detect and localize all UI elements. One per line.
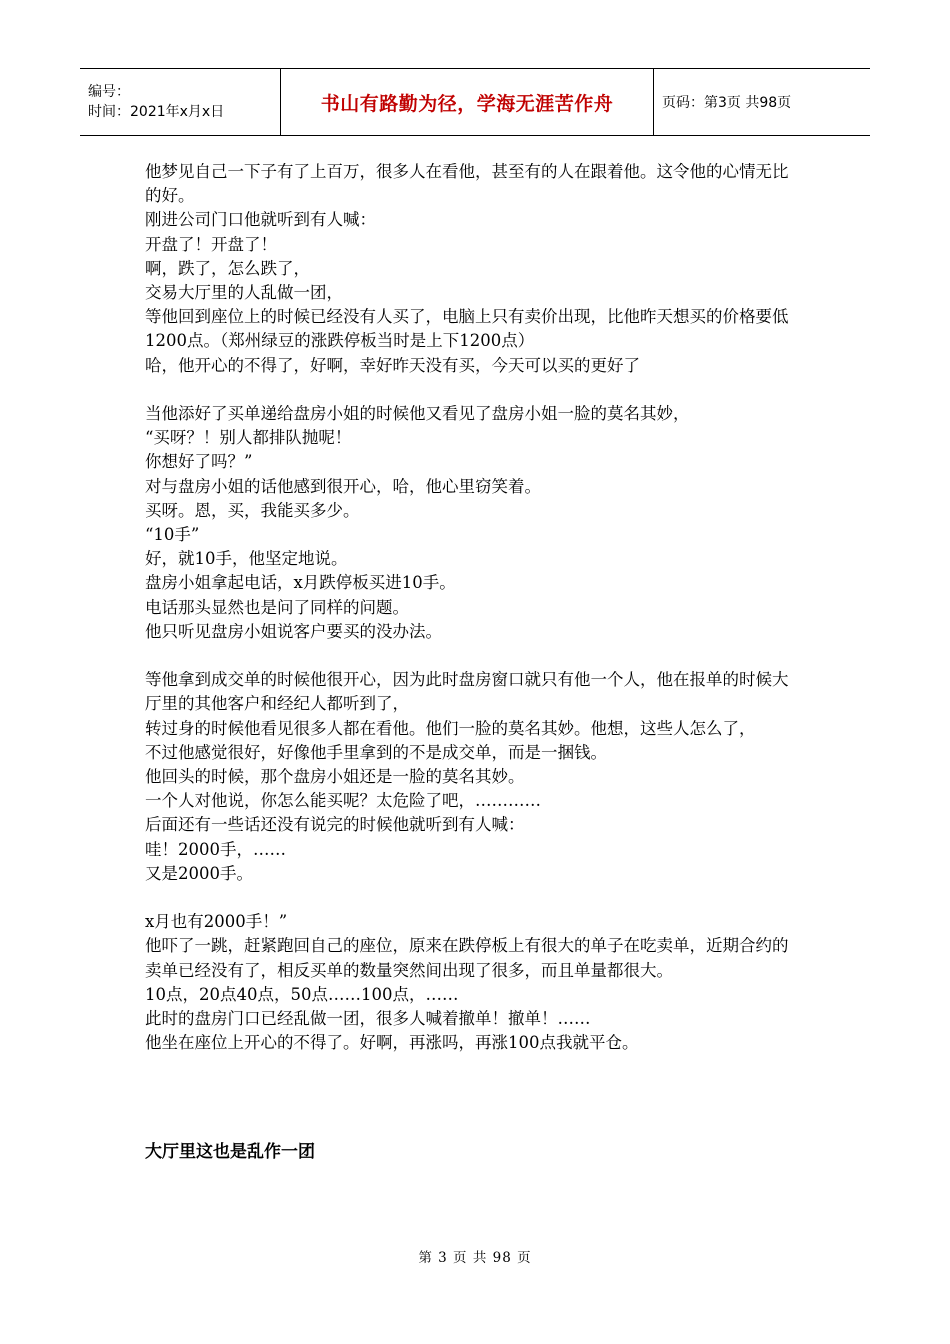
paragraph: 等他拿到成交单的时候他很开心，因为此时盘房窗口就只有他一个人，他在报单的时候大厅里的其他客户和经纪人都听到了， bbox=[145, 670, 789, 714]
paragraph: 不过他感觉很好，好像他手里拿到的不是成交单，而是一捆钱。 bbox=[145, 742, 607, 762]
document-body bbox=[145, 160, 800, 1164]
paragraph: 转过身的时候他看见很多人都在看他。他们一脸的莫名其妙。他想，这些人怎么了， bbox=[145, 718, 756, 738]
paragraph: 他回头的时候，那个盘房小姐还是一脸的莫名其妙。 bbox=[145, 767, 525, 787]
paragraph: 当他添好了买单递给盘房小姐的时候他又看见了盘房小姐一脸的莫名其妙， bbox=[145, 404, 690, 424]
serial-label: 编号： bbox=[88, 84, 130, 100]
paragraph: 他只听见盘房小姐说客户要买的没办法。 bbox=[145, 621, 442, 641]
paragraph: 对与盘房小姐的话他感到很开心，哈，他心里窃笑着。 bbox=[145, 476, 541, 496]
page-header bbox=[80, 68, 870, 136]
paragraph: 电话那头显然也是问了同样的问题。 bbox=[145, 597, 409, 617]
paragraph: 哇！2000手，…… bbox=[145, 839, 286, 859]
paragraph: 好，就10手，他坚定地说。 bbox=[145, 549, 348, 569]
header-motto-cell bbox=[281, 69, 654, 136]
paragraph: 等他回到座位上的时候已经没有人买了，电脑上只有卖价出现，比他昨天想买的价格要低1200点。（郑州绿豆的涨跌停板当时是上下1200点） bbox=[145, 307, 789, 351]
paragraph: 后面还有一些话还没有说完的时候他就听到有人喊： bbox=[145, 815, 525, 835]
section-subheading: 大厅里这也是乱作一团 bbox=[145, 1142, 315, 1163]
blank-line bbox=[145, 644, 800, 668]
time-label: 时间：2021年x月x日 bbox=[88, 104, 225, 120]
paragraph: 他坐在座位上开心的不得了。好啊，再涨吗，再涨100点我就平仓。 bbox=[145, 1033, 639, 1053]
paragraph: 你想好了吗？” bbox=[145, 452, 253, 472]
paragraph: 买呀。恩，买，我能买多少。 bbox=[145, 500, 360, 520]
paragraph: “买呀？！别人都排队抛呢！ bbox=[145, 428, 352, 448]
paragraph: 刚进公司门口他就听到有人喊： bbox=[145, 210, 376, 230]
paragraph: x月也有2000手！” bbox=[145, 912, 288, 932]
paragraph: 又是2000手。 bbox=[145, 863, 253, 883]
spacer bbox=[145, 1055, 800, 1128]
paragraph: “10手” bbox=[145, 525, 200, 545]
paragraph: 盘房小姐拿起电话，x月跌停板买进10手。 bbox=[145, 573, 456, 593]
page-footer: 第 3 页 共 98 页 bbox=[418, 1250, 532, 1266]
paragraph: 啊，跌了，怎么跌了， bbox=[145, 258, 310, 278]
paragraph: 一个人对他说，你怎么能买呢？太危险了吧，………… bbox=[145, 791, 541, 811]
paragraph: 交易大厅里的人乱做一团， bbox=[145, 283, 343, 303]
paragraph: 哈，他开心的不得了，好啊，幸好昨天没有买，今天可以买的更好了 bbox=[145, 355, 640, 375]
paragraph: 他吓了一跳，赶紧跑回自己的座位，原来在跌停板上有很大的单子在吃卖单，近期合约的卖单已经没有了，相反买单的数量突然间出现了很多，而且单量都很大。 bbox=[145, 936, 789, 980]
blank-line bbox=[145, 378, 800, 402]
paragraph: 10点，20点40点，50点……100点，…… bbox=[145, 984, 459, 1004]
paragraph: 他梦见自己一下子有了上百万，很多人在看他，甚至有的人在跟着他。这令他的心情无比的好。 bbox=[145, 162, 789, 206]
paragraph: 开盘了！开盘了！ bbox=[145, 234, 277, 254]
blank-line bbox=[145, 886, 800, 910]
header-meta-cell bbox=[80, 69, 281, 136]
motto: 书山有路勤为径，学海无涯苦作舟 bbox=[320, 92, 614, 115]
paragraph-list bbox=[145, 160, 800, 1055]
header-page-cell bbox=[654, 69, 871, 136]
page-code: 页码：第3页 共98页 bbox=[662, 95, 792, 111]
paragraph: 此时的盘房门口已经乱做一团，很多人喊着撤单！撤单！…… bbox=[145, 1009, 591, 1029]
